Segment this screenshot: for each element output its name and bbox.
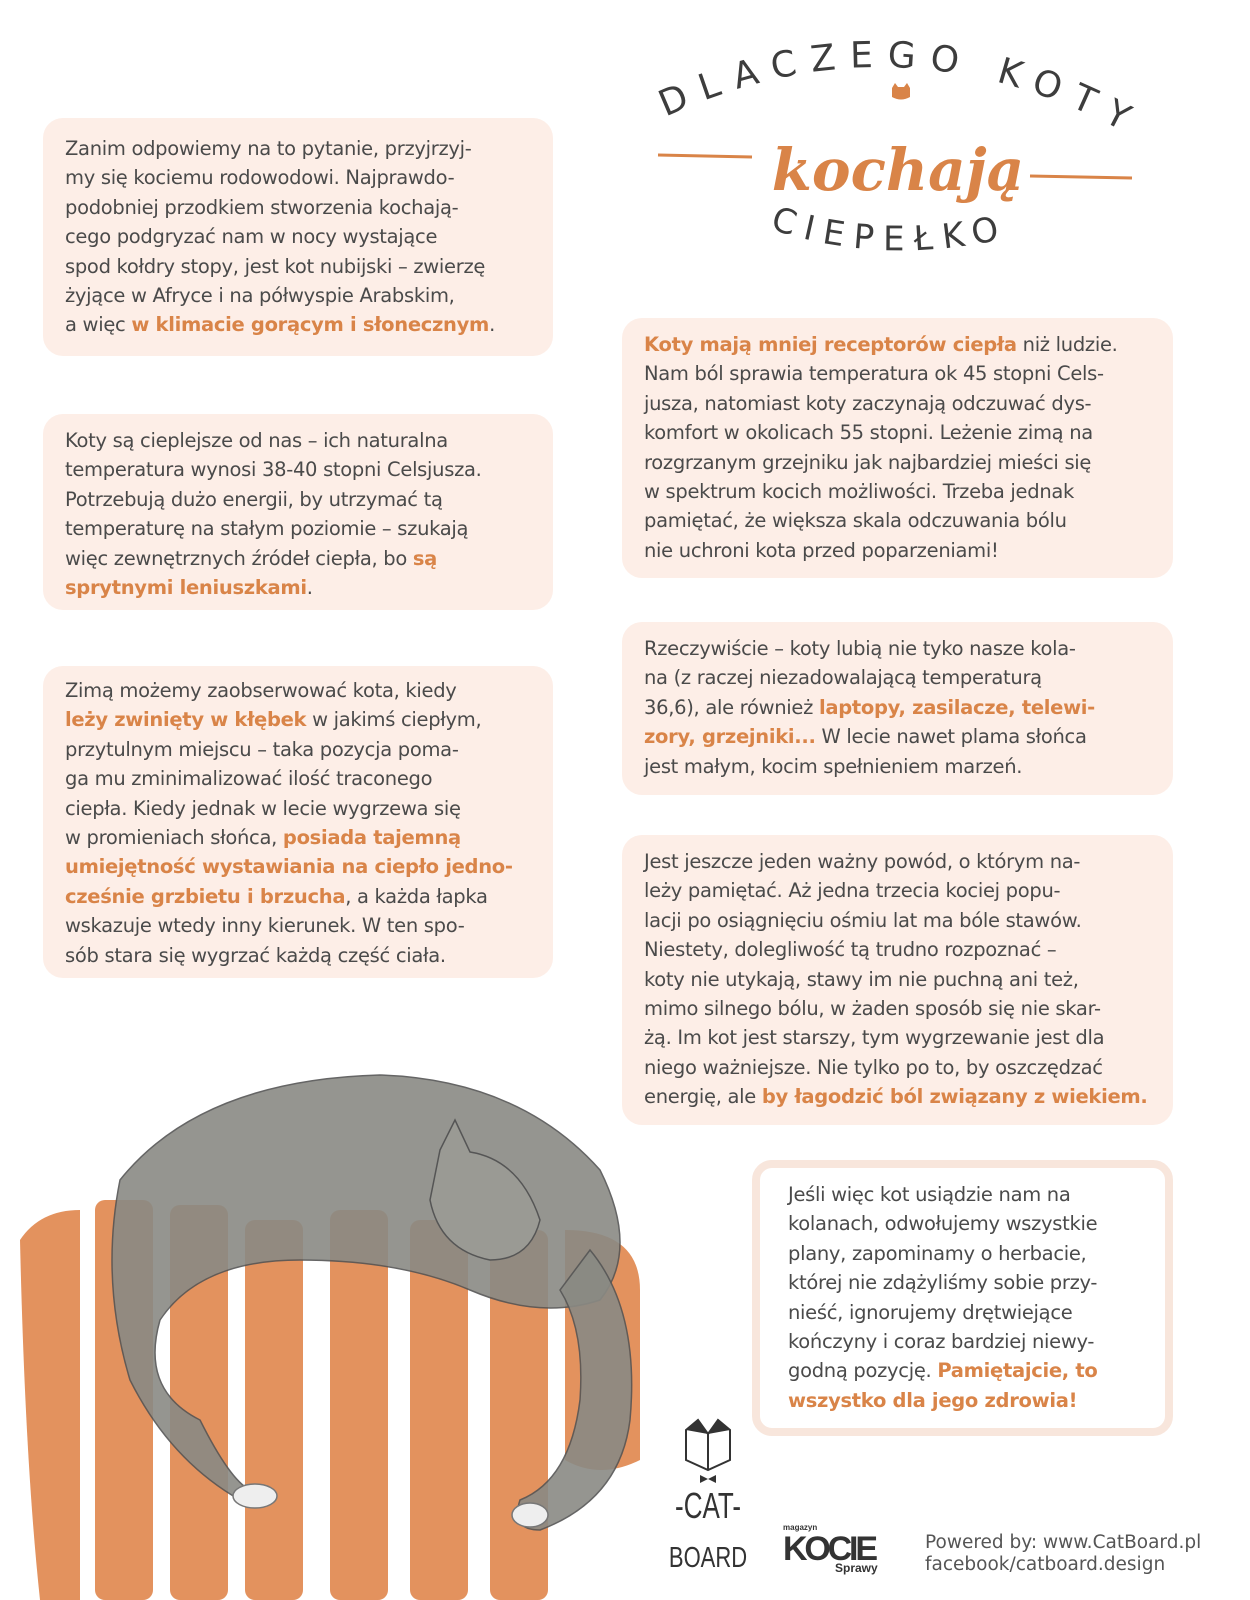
body-text: jest małym, kocim spełnieniem marzeń. bbox=[644, 754, 1023, 778]
text-line bbox=[65, 514, 531, 543]
body-text: . bbox=[489, 313, 495, 337]
text-line bbox=[65, 193, 531, 222]
body-text: . bbox=[306, 576, 313, 600]
text-line bbox=[65, 941, 531, 970]
text-line bbox=[644, 389, 1151, 418]
text-line bbox=[65, 794, 531, 823]
title-line-3: CIEPEŁKO bbox=[767, 199, 1012, 260]
highlight-text: Koty mają mniej receptorów ciepła bbox=[644, 333, 1017, 356]
text-line bbox=[644, 693, 1151, 722]
highlight-text: są bbox=[412, 546, 438, 570]
body-text: koty nie utykają, stawy im nie puchną ani też, bbox=[644, 967, 1079, 991]
text-line bbox=[65, 252, 531, 281]
text-line bbox=[65, 823, 531, 852]
body-text: w spektrum kocich możliwości. Trzeba jednak bbox=[644, 480, 1075, 504]
text-line bbox=[644, 448, 1151, 477]
title-rule-right bbox=[1030, 176, 1132, 178]
body-text: na (z raczej niezadowalającą temperaturą bbox=[644, 666, 1042, 690]
text-line bbox=[644, 663, 1151, 692]
text-box-joint-pain bbox=[622, 835, 1173, 1125]
title-line-2: kochają bbox=[771, 136, 1025, 204]
text-line bbox=[788, 1327, 1165, 1356]
text-line bbox=[644, 536, 1151, 565]
text-line bbox=[65, 676, 531, 705]
text-box-receptors bbox=[622, 318, 1173, 578]
highlight-text: laptopy, zasilacze, telewi- bbox=[818, 695, 1095, 719]
text-line bbox=[644, 752, 1151, 781]
body-text: rozgrzanym grzejniku jak najbardziej mieści się bbox=[644, 450, 1092, 474]
text-line bbox=[788, 1386, 1165, 1415]
body-text: kończyny i coraz bardziej niewy- bbox=[788, 1330, 1095, 1354]
text-line bbox=[65, 485, 531, 514]
text-line bbox=[788, 1209, 1165, 1238]
body-text: w jakimś ciepłym, bbox=[306, 708, 482, 732]
text-line bbox=[644, 722, 1151, 751]
text-line bbox=[65, 455, 531, 484]
body-text: temperatura wynosi 38-40 stopni Celsjusza. bbox=[65, 458, 482, 482]
text-line bbox=[788, 1356, 1165, 1385]
footer bbox=[925, 1532, 1201, 1576]
text-line bbox=[644, 847, 1151, 876]
body-text: temperaturę na stałym poziomie – szukają bbox=[65, 517, 469, 541]
text-line bbox=[65, 764, 531, 793]
body-text: niego ważniejsze. Nie tylko po to, by oszczędzać bbox=[644, 1055, 1103, 1079]
text-line bbox=[644, 477, 1151, 506]
title-rule-left bbox=[658, 155, 752, 157]
body-text: plany, zapominamy o herbacie, bbox=[788, 1241, 1087, 1265]
kocie-sprawy-logo bbox=[783, 1520, 883, 1575]
body-text: niż ludzie. bbox=[1016, 333, 1118, 356]
body-text: podobniej przodkiem stworzenia kochają- bbox=[65, 195, 459, 219]
cat-head-icon bbox=[892, 83, 910, 100]
body-text: spod kołdry stopy, jest kot nubijski – zwierzę bbox=[65, 254, 486, 278]
body-text: kolanach, odwołujemy wszystkie bbox=[788, 1212, 1098, 1236]
text-line bbox=[65, 134, 531, 163]
body-text: przytulnym miejscu – taka pozycja poma- bbox=[65, 737, 459, 761]
body-text: ciepła. Kiedy jednak w lecie wygrzewa się bbox=[65, 796, 461, 820]
highlight-text: Pamiętajcie, to bbox=[937, 1359, 1098, 1383]
text-line bbox=[65, 310, 531, 339]
kocie-logo-main: KOCIE bbox=[783, 1530, 878, 1568]
body-text: 36,6), ale również bbox=[644, 695, 819, 719]
text-line bbox=[65, 426, 531, 455]
kocie-logo-sub: Sprawy bbox=[835, 1561, 878, 1575]
body-text: komfort w okolicach 55 stopni. Leżenie zimą na bbox=[644, 421, 1093, 445]
text-line bbox=[644, 906, 1151, 935]
facebook-link[interactable]: facebook/catboard.design bbox=[925, 1554, 1166, 1575]
highlight-text: w klimacie gorącym i słonecznym bbox=[131, 313, 490, 337]
text-line bbox=[65, 163, 531, 192]
text-line bbox=[644, 1082, 1151, 1111]
body-text: , a każda łapka bbox=[345, 884, 488, 908]
highlight-text: zory, grzejniki... bbox=[644, 725, 816, 749]
title-graphic bbox=[640, 30, 1160, 280]
text-line bbox=[65, 544, 531, 573]
body-text: żą. Im kot jest starszy, tym wygrzewanie jest dla bbox=[644, 1026, 1105, 1050]
body-text: Zanim odpowiemy na to pytanie, przyjrzyj- bbox=[65, 137, 472, 160]
body-text: lacji po osiągnięciu ośmiu lat ma bóle stawów. bbox=[644, 908, 1082, 932]
body-text: leży pamiętać. Aż jedna trzecia kociej popu- bbox=[644, 879, 1061, 903]
text-box-favorite-spots bbox=[622, 622, 1173, 795]
title-line-1: DLACZEGO KOTY bbox=[652, 34, 1150, 146]
text-line bbox=[644, 876, 1151, 905]
text-line bbox=[788, 1180, 1165, 1209]
highlight-text: by łagodzić ból związany z wiekiem. bbox=[761, 1085, 1148, 1109]
text-line bbox=[644, 935, 1151, 964]
text-line bbox=[644, 506, 1151, 535]
body-text: energię, ale bbox=[644, 1085, 762, 1109]
body-text: której nie zdążyliśmy sobie przy- bbox=[788, 1271, 1098, 1295]
body-text: w promieniach słońca, bbox=[65, 826, 283, 850]
catboard-logo-bottom: BOARD bbox=[668, 1542, 748, 1574]
body-text: Nam ból sprawia temperatura ok 45 stopni Cels- bbox=[644, 362, 1104, 386]
cat-on-radiator-illustration bbox=[0, 1060, 660, 1600]
body-text: żyjące w Afryce i na półwyspie Arabskim, bbox=[65, 284, 455, 308]
text-line bbox=[644, 418, 1151, 447]
highlight-text: wszystko dla jego zdrowia! bbox=[788, 1388, 1078, 1412]
text-line bbox=[65, 911, 531, 940]
body-text: cego podgryzać nam w nocy wystające bbox=[65, 225, 438, 249]
text-box-ancestry bbox=[43, 118, 553, 356]
text-box-conclusion bbox=[752, 1160, 1173, 1436]
text-line bbox=[644, 1053, 1151, 1082]
text-line bbox=[788, 1298, 1165, 1327]
text-box-positions bbox=[43, 666, 553, 978]
body-text: Rzeczywiście – koty lubią nie tyko nasze kola- bbox=[644, 637, 1076, 660]
powered-by-link[interactable]: Powered by: www.CatBoard.pl bbox=[925, 1532, 1202, 1553]
body-text: W lecie nawet plama słońca bbox=[815, 725, 1087, 749]
text-line bbox=[644, 994, 1151, 1023]
body-text: nieść, ignorujemy drętwiejące bbox=[788, 1300, 1073, 1324]
text-line bbox=[644, 965, 1151, 994]
highlight-text: cześnie grzbietu i brzucha bbox=[65, 884, 346, 908]
catboard-logo bbox=[668, 1420, 748, 1585]
body-text: my się kociemu rodowodowi. Najprawdo- bbox=[65, 166, 455, 190]
body-text: wskazuje wtedy inny kierunek. W ten spo- bbox=[65, 914, 465, 938]
kocie-logo-small: magazyn bbox=[783, 1523, 818, 1532]
body-text: pamiętać, że większa skala odczuwania bólu bbox=[644, 509, 1067, 533]
text-line bbox=[644, 634, 1151, 663]
body-text: Zimą możemy zaobserwować kota, kiedy bbox=[65, 679, 457, 702]
text-box-temperature bbox=[43, 414, 553, 610]
body-text: mimo silnego bólu, w żaden sposób się nie skar- bbox=[644, 997, 1101, 1021]
text-line bbox=[644, 359, 1151, 388]
body-text: a więc bbox=[65, 313, 132, 337]
text-line bbox=[644, 330, 1151, 359]
body-text: sób stara się wygrzać każdą część ciała. bbox=[65, 943, 446, 967]
body-text: Koty są cieplejsze od nas – ich naturalna bbox=[65, 429, 448, 452]
body-text: ga mu zminimalizować ilość traconego bbox=[65, 767, 433, 791]
text-line bbox=[65, 573, 531, 602]
text-line bbox=[65, 852, 531, 881]
body-text: więc zewnętrznych źródeł ciepła, bo bbox=[65, 546, 413, 570]
body-text: godną pozycję. bbox=[788, 1359, 938, 1383]
highlight-text: leży zwinięty w kłębek bbox=[65, 708, 307, 732]
text-line bbox=[65, 222, 531, 251]
highlight-text: sprytnymi leniuszkami bbox=[65, 576, 307, 600]
text-line bbox=[788, 1268, 1165, 1297]
body-text: nie uchroni kota przed poparzeniami! bbox=[644, 538, 999, 562]
text-line bbox=[65, 735, 531, 764]
body-text: Jest jeszcze jeden ważny powód, o którym na- bbox=[644, 850, 1081, 873]
highlight-text: umiejętność wystawiania na ciepło jedno- bbox=[65, 855, 513, 879]
text-line bbox=[65, 281, 531, 310]
body-text: jusza, natomiast koty zaczynają odczuwać dys- bbox=[644, 391, 1092, 415]
body-text: Jeśli więc kot usiądzie nam na bbox=[788, 1183, 1071, 1206]
catboard-logo-top: -CAT- bbox=[675, 1484, 741, 1527]
text-line bbox=[788, 1239, 1165, 1268]
body-text: Potrzebują dużo energii, by utrzymać tą bbox=[65, 487, 443, 511]
text-line bbox=[65, 882, 531, 911]
text-line bbox=[644, 1023, 1151, 1052]
body-text: Niestety, dolegliwość tą trudno rozpoznać – bbox=[644, 938, 1057, 962]
text-line bbox=[65, 705, 531, 734]
highlight-text: posiada tajemną bbox=[282, 826, 461, 850]
